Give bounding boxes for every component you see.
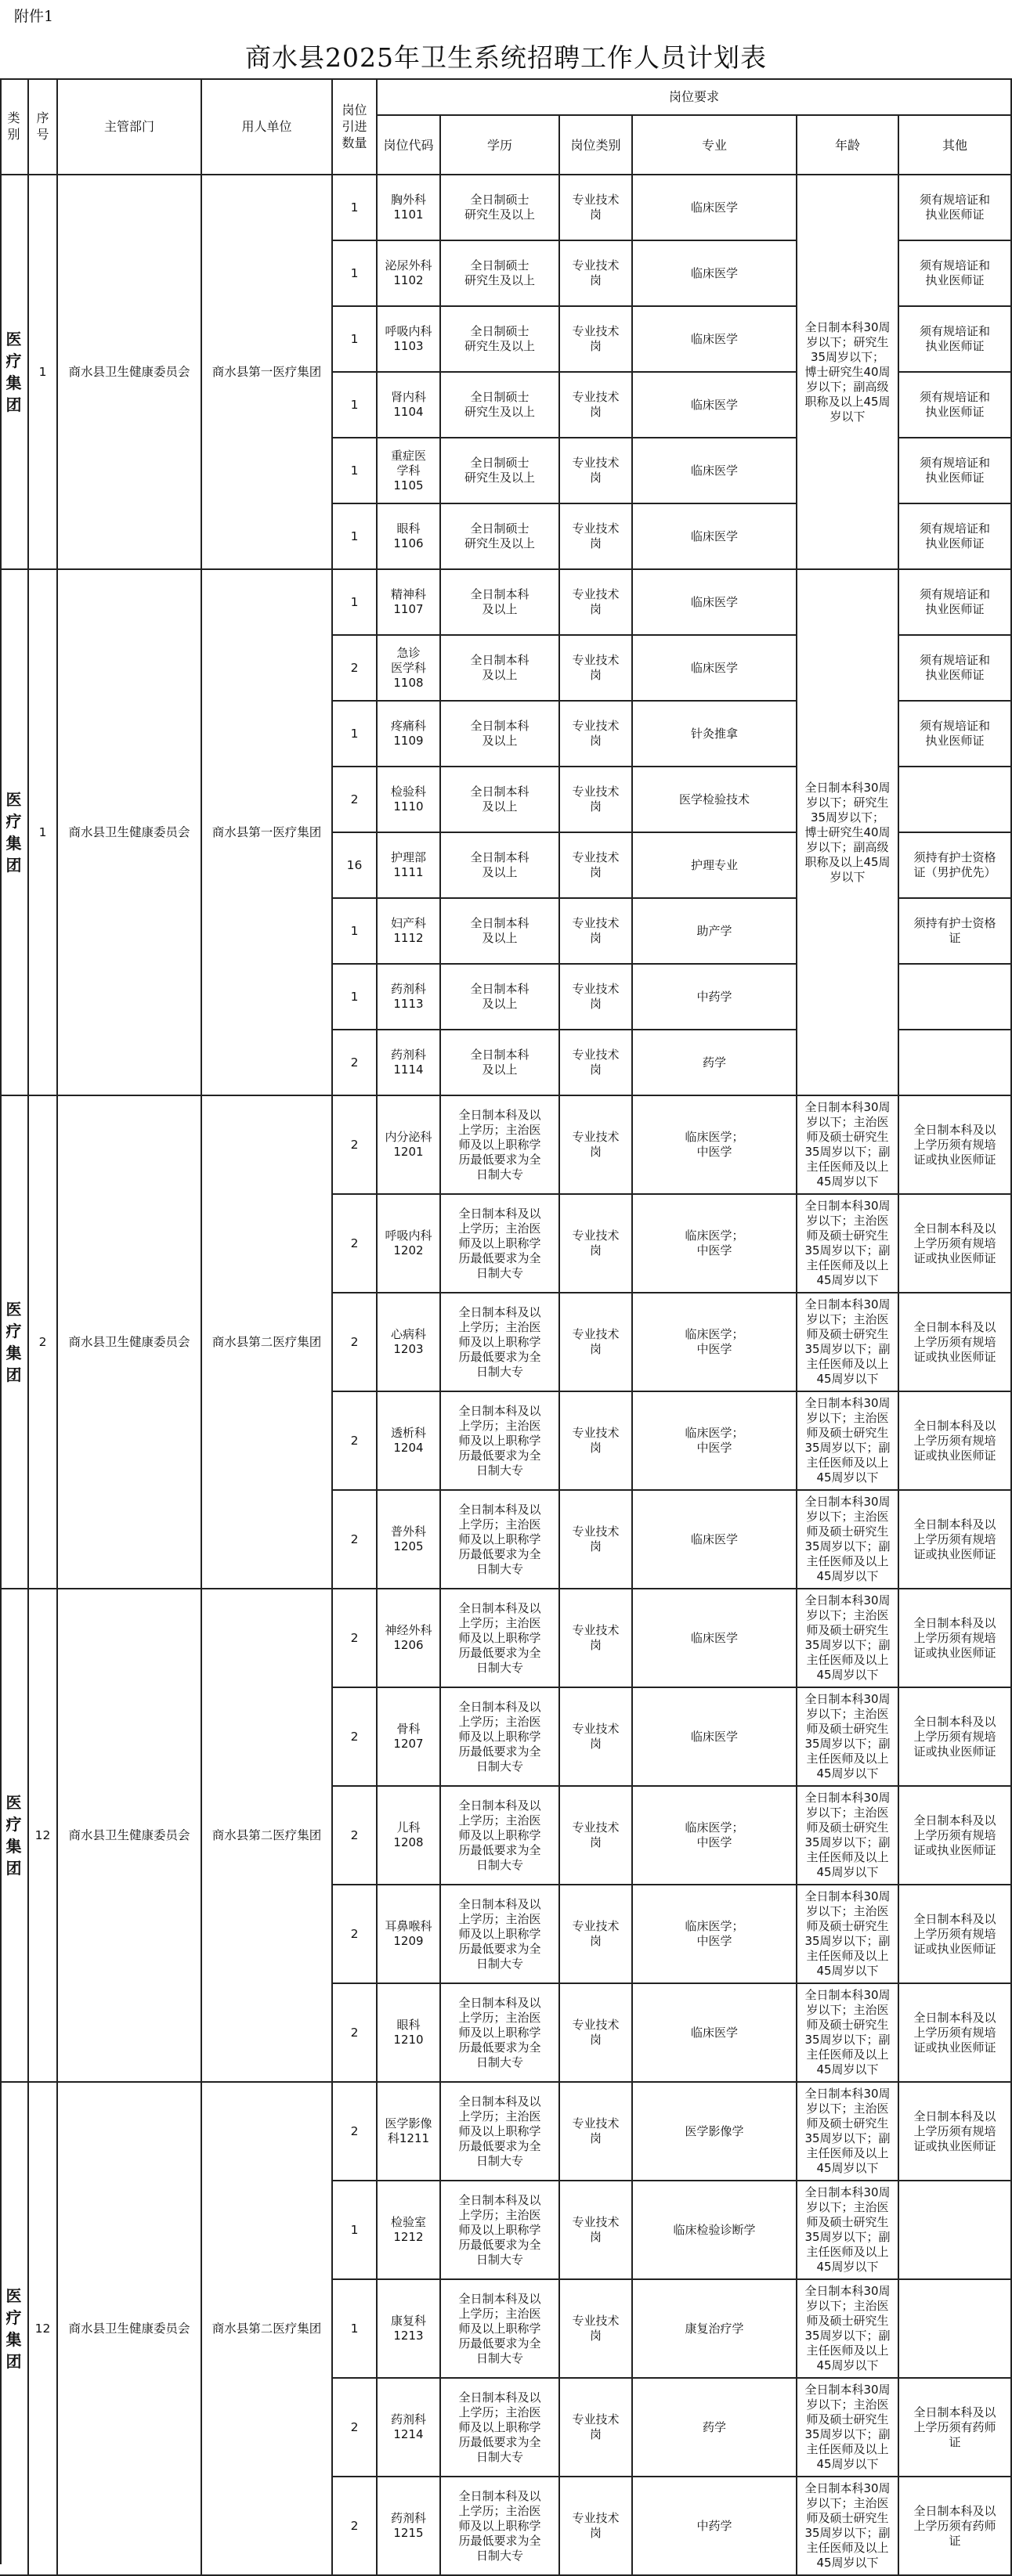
other-cell: 须持有护士资格 证（男护优先） <box>899 833 1012 899</box>
major-cell: 临床医学； 中医学 <box>633 1787 797 1885</box>
department-cell: 商水县卫生健康委员会 <box>58 175 202 570</box>
major-cell: 临床医学 <box>633 504 797 570</box>
other-cell: 须有规培证和 执业医师证 <box>899 307 1012 373</box>
education-cell: 全日制本科及以 上学历；主治医 师及以上职称学 历最低要求为全 日制大专 <box>441 2083 560 2181</box>
education-cell: 全日制本科及以 上学历；主治医 师及以上职称学 历最低要求为全 日制大专 <box>441 1787 560 1885</box>
post-type-cell: 专业技术 岗 <box>560 1787 633 1885</box>
header-education: 学历 <box>441 116 560 175</box>
department-cell: 商水县卫生健康委员会 <box>58 1589 202 2083</box>
other-cell: 须有规培证和 执业医师证 <box>899 241 1012 307</box>
major-cell: 临床医学 <box>633 570 797 636</box>
header-code: 岗位代码 <box>378 116 441 175</box>
education-cell: 全日制硕士 研究生及以上 <box>441 307 560 373</box>
major-cell: 针灸推拿 <box>633 702 797 767</box>
quota-cell: 2 <box>333 2083 378 2181</box>
major-cell: 医学影像学 <box>633 2083 797 2181</box>
major-cell: 中药学 <box>633 2477 797 2576</box>
code-cell: 重症医 学科 1105 <box>378 438 441 504</box>
code-cell: 药剂科 1114 <box>378 1030 441 1096</box>
age-cell: 全日制本科30周 岁以下；主治医 师及硕士研究生 35周岁以下；副 主任医师及以上 45周岁以下 <box>797 2477 899 2576</box>
post-type-cell: 专业技术 岗 <box>560 1688 633 1787</box>
category-cell: 医 疗 集 团 <box>0 175 29 570</box>
education-cell: 全日制硕士 研究生及以上 <box>441 438 560 504</box>
other-cell: 全日制本科及以 上学历须有规培 证或执业医师证 <box>899 1589 1012 1688</box>
header-post-type: 岗位类别 <box>560 116 633 175</box>
education-cell: 全日制本科 及以上 <box>441 1030 560 1096</box>
seq-cell: 2 <box>29 1096 58 1589</box>
code-cell: 透析科 1204 <box>378 1392 441 1491</box>
post-type-cell: 专业技术 岗 <box>560 767 633 833</box>
attachment-label: 附件1 <box>14 8 54 25</box>
code-cell: 普外科 1205 <box>378 1491 441 1589</box>
post-type-cell: 专业技术 岗 <box>560 1885 633 1984</box>
other-cell: 全日制本科及以 上学历须有规培 证或执业医师证 <box>899 1392 1012 1491</box>
other-cell: 全日制本科及以 上学历须有规培 证或执业医师证 <box>899 2083 1012 2181</box>
header-category: 类别 <box>0 78 29 175</box>
quota-cell: 2 <box>333 1030 378 1096</box>
education-cell: 全日制本科 及以上 <box>441 636 560 702</box>
post-type-cell: 专业技术 岗 <box>560 307 633 373</box>
quota-cell: 2 <box>333 1293 378 1392</box>
quota-cell: 2 <box>333 1885 378 1984</box>
other-cell: 须有规培证和 执业医师证 <box>899 438 1012 504</box>
quota-cell: 2 <box>333 1491 378 1589</box>
education-cell: 全日制硕士 研究生及以上 <box>441 241 560 307</box>
age-cell: 全日制本科30周 岁以下；主治医 师及硕士研究生 35周岁以下；副 主任医师及以上 45周岁以下 <box>797 1688 899 1787</box>
code-cell: 肾内科 1104 <box>378 373 441 438</box>
code-cell: 呼吸内科 1202 <box>378 1195 441 1293</box>
quota-cell: 2 <box>333 1195 378 1293</box>
other-cell: 须有规培证和 执业医师证 <box>899 175 1012 241</box>
education-cell: 全日制硕士 研究生及以上 <box>441 504 560 570</box>
other-cell: 须有规培证和 执业医师证 <box>899 702 1012 767</box>
header-requirements: 岗位要求 <box>378 78 1012 116</box>
age-cell: 全日制本科30周 岁以下；主治医 师及硕士研究生 35周岁以下；副 主任医师及以上 45周岁以下 <box>797 1491 899 1589</box>
quota-cell: 2 <box>333 2379 378 2477</box>
code-cell: 疼痛科 1109 <box>378 702 441 767</box>
post-type-cell: 专业技术 岗 <box>560 899 633 965</box>
other-cell <box>899 2280 1012 2379</box>
header-other: 其他 <box>899 116 1012 175</box>
age-cell: 全日制本科30周 岁以下；主治医 师及硕士研究生 35周岁以下；副 主任医师及以上 45周岁以下 <box>797 1589 899 1688</box>
post-type-cell: 专业技术 岗 <box>560 1293 633 1392</box>
code-cell: 急诊 医学科 1108 <box>378 636 441 702</box>
other-cell: 全日制本科及以 上学历须有规培 证或执业医师证 <box>899 1195 1012 1293</box>
quota-cell: 2 <box>333 636 378 702</box>
code-cell: 药剂科 1215 <box>378 2477 441 2576</box>
post-type-cell: 专业技术 岗 <box>560 1392 633 1491</box>
quota-cell: 2 <box>333 1688 378 1787</box>
major-cell: 临床医学； 中医学 <box>633 1195 797 1293</box>
education-cell: 全日制本科及以 上学历；主治医 师及以上职称学 历最低要求为全 日制大专 <box>441 1885 560 1984</box>
recruitment-plan-table <box>0 78 1012 2570</box>
employer-cell: 商水县第一医疗集团 <box>202 175 333 570</box>
quota-cell: 2 <box>333 1589 378 1688</box>
age-cell: 全日制本科30周 岁以下；主治医 师及硕士研究生 35周岁以下；副 主任医师及以上 45周岁以下 <box>797 2280 899 2379</box>
major-cell: 临床医学； 中医学 <box>633 1293 797 1392</box>
employer-cell: 商水县第一医疗集团 <box>202 570 333 1096</box>
category-cell: 医 疗 集 团 <box>0 1589 29 2083</box>
post-type-cell: 专业技术 岗 <box>560 2083 633 2181</box>
education-cell: 全日制本科及以 上学历；主治医 师及以上职称学 历最低要求为全 日制大专 <box>441 2477 560 2576</box>
post-type-cell: 专业技术 岗 <box>560 1589 633 1688</box>
code-cell: 眼科 1210 <box>378 1984 441 2083</box>
code-cell: 呼吸内科 1103 <box>378 307 441 373</box>
major-cell: 临床医学 <box>633 1688 797 1787</box>
employer-cell: 商水县第二医疗集团 <box>202 1096 333 1589</box>
major-cell: 医学检验技术 <box>633 767 797 833</box>
seq-cell: 1 <box>29 570 58 1096</box>
major-cell: 临床医学； 中医学 <box>633 1392 797 1491</box>
quota-cell: 1 <box>333 373 378 438</box>
age-cell: 全日制本科30周 岁以下；主治医 师及硕士研究生 35周岁以下；副 主任医师及以上 45周岁以下 <box>797 2083 899 2181</box>
quota-cell: 1 <box>333 307 378 373</box>
quota-cell: 1 <box>333 965 378 1030</box>
code-cell: 检验科 1110 <box>378 767 441 833</box>
other-cell: 全日制本科及以 上学历须有规培 证或执业医师证 <box>899 1885 1012 1984</box>
age-cell: 全日制本科30周 岁以下；主治医 师及硕士研究生 35周岁以下；副 主任医师及以上 45周岁以下 <box>797 1392 899 1491</box>
major-cell: 药学 <box>633 1030 797 1096</box>
quota-cell: 1 <box>333 175 378 241</box>
other-cell: 须有规培证和 执业医师证 <box>899 373 1012 438</box>
header-employer: 用人单位 <box>202 78 333 175</box>
post-type-cell: 专业技术 岗 <box>560 438 633 504</box>
other-cell <box>899 767 1012 833</box>
post-type-cell: 专业技术 岗 <box>560 2379 633 2477</box>
quota-cell: 2 <box>333 2477 378 2576</box>
quota-cell: 1 <box>333 241 378 307</box>
education-cell: 全日制本科及以 上学历；主治医 师及以上职称学 历最低要求为全 日制大专 <box>441 1096 560 1195</box>
quota-cell: 16 <box>333 833 378 899</box>
employer-cell: 商水县第二医疗集团 <box>202 2083 333 2576</box>
education-cell: 全日制本科及以 上学历；主治医 师及以上职称学 历最低要求为全 日制大专 <box>441 1688 560 1787</box>
header-department: 主管部门 <box>58 78 202 175</box>
major-cell: 临床医学； 中医学 <box>633 1885 797 1984</box>
other-cell <box>899 1030 1012 1096</box>
education-cell: 全日制硕士 研究生及以上 <box>441 373 560 438</box>
quota-cell: 2 <box>333 1096 378 1195</box>
age-cell-merged: 全日制本科30周 岁以下；研究生 35周岁以下； 博士研究生40周 岁以下；副高级 职称及以上45周 岁以下 <box>797 570 899 1096</box>
post-type-cell: 专业技术 岗 <box>560 373 633 438</box>
other-cell: 全日制本科及以 上学历须有药师 证 <box>899 2477 1012 2576</box>
education-cell: 全日制本科及以 上学历；主治医 师及以上职称学 历最低要求为全 日制大专 <box>441 1984 560 2083</box>
major-cell: 护理专业 <box>633 833 797 899</box>
department-cell: 商水县卫生健康委员会 <box>58 570 202 1096</box>
major-cell: 临床医学 <box>633 438 797 504</box>
major-cell: 临床医学 <box>633 1589 797 1688</box>
seq-cell: 12 <box>29 1589 58 2083</box>
employer-cell: 商水县第二医疗集团 <box>202 1589 333 2083</box>
age-cell-merged: 全日制本科30周 岁以下；研究生 35周岁以下； 博士研究生40周 岁以下；副高级 职称及以上45周 岁以下 <box>797 175 899 570</box>
post-type-cell: 专业技术 岗 <box>560 2280 633 2379</box>
age-cell: 全日制本科30周 岁以下；主治医 师及硕士研究生 35周岁以下；副 主任医师及以上 45周岁以下 <box>797 1885 899 1984</box>
post-type-cell: 专业技术 岗 <box>560 2477 633 2576</box>
post-type-cell: 专业技术 岗 <box>560 2181 633 2280</box>
education-cell: 全日制本科及以 上学历；主治医 师及以上职称学 历最低要求为全 日制大专 <box>441 2181 560 2280</box>
code-cell: 内分泌科 1201 <box>378 1096 441 1195</box>
code-cell: 检验室 1212 <box>378 2181 441 2280</box>
seq-cell: 1 <box>29 175 58 570</box>
education-cell: 全日制本科 及以上 <box>441 702 560 767</box>
other-cell: 全日制本科及以 上学历须有药师 证 <box>899 2379 1012 2477</box>
post-type-cell: 专业技术 岗 <box>560 175 633 241</box>
code-cell: 胸外科 1101 <box>378 175 441 241</box>
code-cell: 妇产科 1112 <box>378 899 441 965</box>
education-cell: 全日制本科及以 上学历；主治医 师及以上职称学 历最低要求为全 日制大专 <box>441 1195 560 1293</box>
page-title: 商水县2025年卫生系统招聘工作人员计划表 <box>245 42 767 73</box>
education-cell: 全日制本科 及以上 <box>441 833 560 899</box>
major-cell: 临床医学； 中医学 <box>633 1096 797 1195</box>
quota-cell: 1 <box>333 2181 378 2280</box>
code-cell: 康复科 1213 <box>378 2280 441 2379</box>
education-cell: 全日制本科及以 上学历；主治医 师及以上职称学 历最低要求为全 日制大专 <box>441 1491 560 1589</box>
major-cell: 助产学 <box>633 899 797 965</box>
post-type-cell: 专业技术 岗 <box>560 241 633 307</box>
seq-cell: 12 <box>29 2083 58 2576</box>
post-type-cell: 专业技术 岗 <box>560 504 633 570</box>
code-cell: 眼科 1106 <box>378 504 441 570</box>
major-cell: 临床检验诊断学 <box>633 2181 797 2280</box>
department-cell: 商水县卫生健康委员会 <box>58 2083 202 2576</box>
education-cell: 全日制本科及以 上学历；主治医 师及以上职称学 历最低要求为全 日制大专 <box>441 1293 560 1392</box>
age-cell: 全日制本科30周 岁以下；主治医 师及硕士研究生 35周岁以下；副 主任医师及以上 45周岁以下 <box>797 1984 899 2083</box>
major-cell: 临床医学 <box>633 1491 797 1589</box>
quota-cell: 1 <box>333 504 378 570</box>
code-cell: 泌尿外科 1102 <box>378 241 441 307</box>
major-cell: 药学 <box>633 2379 797 2477</box>
quota-cell: 2 <box>333 767 378 833</box>
major-cell: 临床医学 <box>633 1984 797 2083</box>
other-cell <box>899 2181 1012 2280</box>
education-cell: 全日制本科及以 上学历；主治医 师及以上职称学 历最低要求为全 日制大专 <box>441 2280 560 2379</box>
code-cell: 医学影像 科1211 <box>378 2083 441 2181</box>
other-cell: 全日制本科及以 上学历须有规培 证或执业医师证 <box>899 1984 1012 2083</box>
code-cell: 护理部 1111 <box>378 833 441 899</box>
code-cell: 心病科 1203 <box>378 1293 441 1392</box>
education-cell: 全日制本科及以 上学历；主治医 师及以上职称学 历最低要求为全 日制大专 <box>441 1589 560 1688</box>
education-cell: 全日制本科及以 上学历；主治医 师及以上职称学 历最低要求为全 日制大专 <box>441 1392 560 1491</box>
code-cell: 耳鼻喉科 1209 <box>378 1885 441 1984</box>
quota-cell: 1 <box>333 570 378 636</box>
post-type-cell: 专业技术 岗 <box>560 702 633 767</box>
major-cell: 临床医学 <box>633 175 797 241</box>
age-cell: 全日制本科30周 岁以下；主治医 师及硕士研究生 35周岁以下；副 主任医师及以上 45周岁以下 <box>797 1096 899 1195</box>
age-cell: 全日制本科30周 岁以下；主治医 师及硕士研究生 35周岁以下；副 主任医师及以上 45周岁以下 <box>797 1195 899 1293</box>
post-type-cell: 专业技术 岗 <box>560 1030 633 1096</box>
quota-cell: 1 <box>333 702 378 767</box>
education-cell: 全日制本科 及以上 <box>441 899 560 965</box>
header-age: 年龄 <box>797 116 899 175</box>
code-cell: 精神科 1107 <box>378 570 441 636</box>
quota-cell: 2 <box>333 1392 378 1491</box>
post-type-cell: 专业技术 岗 <box>560 636 633 702</box>
quota-cell: 1 <box>333 899 378 965</box>
code-cell: 骨科 1207 <box>378 1688 441 1787</box>
other-cell: 须有规培证和 执业医师证 <box>899 504 1012 570</box>
quota-cell: 1 <box>333 438 378 504</box>
quota-cell: 1 <box>333 2280 378 2379</box>
other-cell <box>899 965 1012 1030</box>
category-cell: 医 疗 集 团 <box>0 1096 29 1589</box>
other-cell: 全日制本科及以 上学历须有规培 证或执业医师证 <box>899 1293 1012 1392</box>
post-type-cell: 专业技术 岗 <box>560 1984 633 2083</box>
major-cell: 临床医学 <box>633 241 797 307</box>
education-cell: 全日制本科 及以上 <box>441 965 560 1030</box>
category-cell: 医 疗 集 团 <box>0 2083 29 2576</box>
quota-cell: 2 <box>333 1787 378 1885</box>
post-type-cell: 专业技术 岗 <box>560 1096 633 1195</box>
other-cell: 全日制本科及以 上学历须有规培 证或执业医师证 <box>899 1688 1012 1787</box>
major-cell: 临床医学 <box>633 307 797 373</box>
major-cell: 康复治疗学 <box>633 2280 797 2379</box>
education-cell: 全日制本科 及以上 <box>441 570 560 636</box>
post-type-cell: 专业技术 岗 <box>560 965 633 1030</box>
major-cell: 临床医学 <box>633 636 797 702</box>
quota-cell: 2 <box>333 1984 378 2083</box>
major-cell: 中药学 <box>633 965 797 1030</box>
header-seq: 序号 <box>29 78 58 175</box>
other-cell: 须有规培证和 执业医师证 <box>899 570 1012 636</box>
category-cell: 医 疗 集 团 <box>0 570 29 1096</box>
other-cell: 全日制本科及以 上学历须有规培 证或执业医师证 <box>899 1491 1012 1589</box>
other-cell: 全日制本科及以 上学历须有规培 证或执业医师证 <box>899 1096 1012 1195</box>
major-cell: 临床医学 <box>633 373 797 438</box>
other-cell: 须有规培证和 执业医师证 <box>899 636 1012 702</box>
code-cell: 药剂科 1214 <box>378 2379 441 2477</box>
post-type-cell: 专业技术 岗 <box>560 1195 633 1293</box>
education-cell: 全日制本科 及以上 <box>441 767 560 833</box>
age-cell: 全日制本科30周 岁以下；主治医 师及硕士研究生 35周岁以下；副 主任医师及以上 45周岁以下 <box>797 1293 899 1392</box>
other-cell: 须持有护士资格 证 <box>899 899 1012 965</box>
education-cell: 全日制本科及以 上学历；主治医 师及以上职称学 历最低要求为全 日制大专 <box>441 2379 560 2477</box>
other-cell: 全日制本科及以 上学历须有规培 证或执业医师证 <box>899 1787 1012 1885</box>
education-cell: 全日制硕士 研究生及以上 <box>441 175 560 241</box>
code-cell: 神经外科 1206 <box>378 1589 441 1688</box>
post-type-cell: 专业技术 岗 <box>560 833 633 899</box>
header-quota: 岗位引进数量 <box>333 78 378 175</box>
code-cell: 儿科 1208 <box>378 1787 441 1885</box>
post-type-cell: 专业技术 岗 <box>560 570 633 636</box>
age-cell: 全日制本科30周 岁以下；主治医 师及硕士研究生 35周岁以下；副 主任医师及以上 45周岁以下 <box>797 2181 899 2280</box>
header-major: 专业 <box>633 116 797 175</box>
code-cell: 药剂科 1113 <box>378 965 441 1030</box>
age-cell: 全日制本科30周 岁以下；主治医 师及硕士研究生 35周岁以下；副 主任医师及以上 45周岁以下 <box>797 2379 899 2477</box>
department-cell: 商水县卫生健康委员会 <box>58 1096 202 1589</box>
post-type-cell: 专业技术 岗 <box>560 1491 633 1589</box>
age-cell: 全日制本科30周 岁以下；主治医 师及硕士研究生 35周岁以下；副 主任医师及以上 45周岁以下 <box>797 1787 899 1885</box>
